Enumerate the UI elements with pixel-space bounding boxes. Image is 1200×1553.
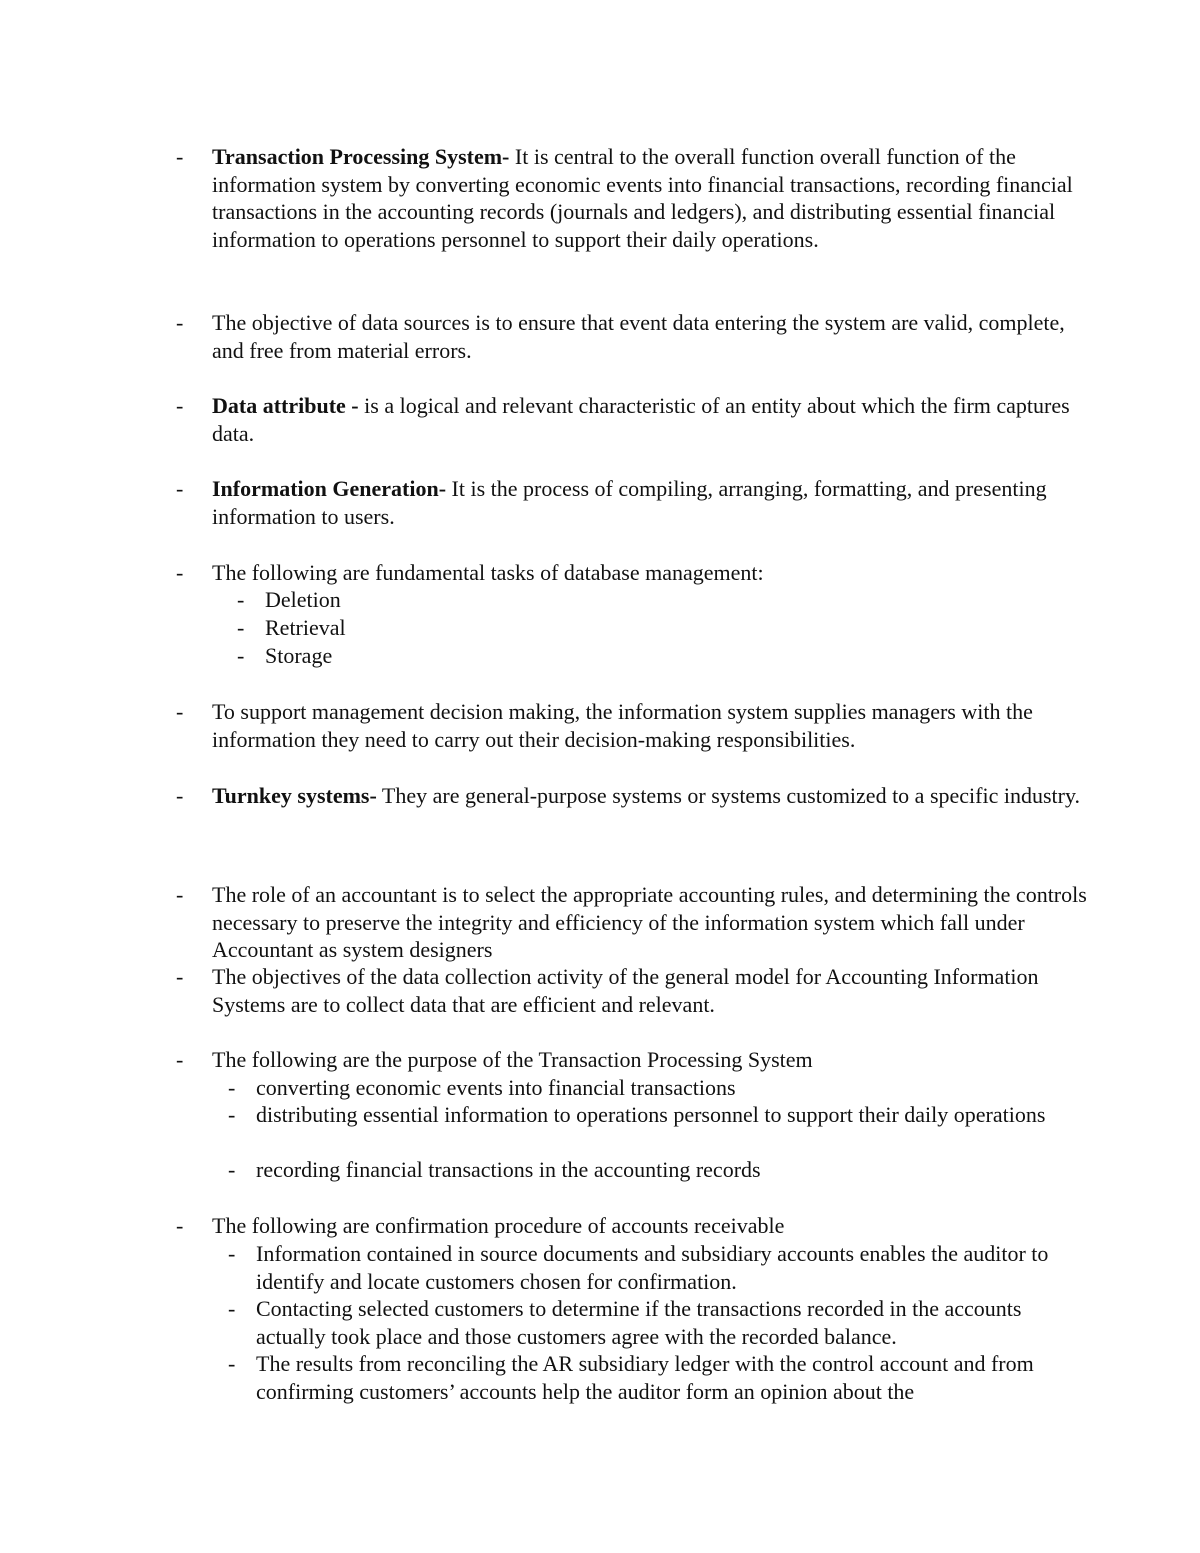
list-item <box>176 475 1092 530</box>
item-text: is a logical and relevant characteristic of an entity about which the firm captures data. <box>212 393 1070 446</box>
sub-list-item <box>228 1156 1086 1184</box>
item-text: They are general-purpose systems or systems customized to a specific industry. <box>376 783 1081 808</box>
list-item <box>176 1212 1092 1240</box>
bullet-dash: - <box>176 310 184 335</box>
sub-list-item <box>228 1101 1086 1129</box>
bullet-dash: - <box>237 587 245 612</box>
bullet-dash: - <box>176 1047 184 1072</box>
db-task-storage: Storage <box>265 643 333 668</box>
bullet-dash: - <box>176 1213 184 1238</box>
list-item <box>176 698 1092 753</box>
term-label: Turnkey systems- <box>212 783 377 808</box>
bullet-dash: - <box>237 615 245 640</box>
bullet-dash: - <box>176 783 184 808</box>
sub-list-item <box>237 642 1095 670</box>
bullet-dash: - <box>176 882 184 907</box>
list-item <box>176 559 1092 587</box>
list-item <box>176 1046 1092 1074</box>
item-text: The following are confirmation procedure of accounts receivable <box>212 1213 785 1238</box>
bullet-dash: - <box>237 643 245 668</box>
item-text: It is central to the overall function overall function of the information system by converting economic events into financial transactions, recording financial transactions in the accounting records (journals and ledgers), and distributing essential financial information to operations personnel to support their daily operations. <box>212 144 1073 252</box>
db-task-retrieval: Retrieval <box>265 615 346 640</box>
bullet-dash: - <box>176 144 184 169</box>
bullet-dash: - <box>228 1157 236 1182</box>
bullet-dash: - <box>228 1102 236 1127</box>
item-text: It is the process of compiling, arranging, formatting, and presenting information to users. <box>212 476 1047 529</box>
item-text: The following are the purpose of the Transaction Processing System <box>212 1047 813 1072</box>
item-text: To support management decision making, the information system supplies managers with the information they need to carry out their decision-making responsibilities. <box>212 699 1033 752</box>
bullet-dash: - <box>228 1296 236 1321</box>
ar-procedure: Contacting selected customers to determine if the transactions recorded in the accounts actually took place and those customers agree with the recorded balance. <box>256 1296 1022 1349</box>
term-label: Information Generation- <box>212 476 447 501</box>
bullet-dash: - <box>176 964 184 989</box>
bullet-dash: - <box>176 393 184 418</box>
list-item <box>176 392 1092 447</box>
sub-list-item <box>228 1240 1086 1295</box>
item-text: The following are fundamental tasks of database management: <box>212 560 764 585</box>
tps-purpose: converting economic events into financial transactions <box>256 1075 736 1100</box>
item-text: The objectives of the data collection activity of the general model for Accounting Information Systems are to collect data that are efficient and relevant. <box>212 964 1039 1017</box>
db-task-deletion: Deletion <box>265 587 341 612</box>
sub-list-item <box>228 1350 1086 1405</box>
ar-procedure: The results from reconciling the AR subsidiary ledger with the control account and from confirming customers’ accounts help the auditor form an opinion about the <box>256 1351 1034 1404</box>
bullet-dash: - <box>228 1351 236 1376</box>
tps-purpose: distributing essential information to operations personnel to support their daily operations <box>256 1102 1046 1127</box>
list-item <box>176 881 1092 964</box>
list-item <box>176 309 1092 364</box>
sub-list-item <box>237 586 1095 614</box>
sub-list-item <box>228 1295 1086 1350</box>
ar-procedure: Information contained in source documents and subsidiary accounts enables the auditor to identify and locate customers chosen for confirmation. <box>256 1241 1049 1294</box>
list-item <box>176 963 1092 1018</box>
item-text: The objective of data sources is to ensure that event data entering the system are valid, complete, and free from material errors. <box>212 310 1065 363</box>
bullet-dash: - <box>176 560 184 585</box>
list-item <box>176 143 1092 253</box>
list-item <box>176 782 1092 810</box>
term-label: Transaction Processing System- <box>212 144 510 169</box>
term-label: Data attribute - <box>212 393 359 418</box>
bullet-dash: - <box>176 476 184 501</box>
bullet-dash: - <box>228 1241 236 1266</box>
sub-list-item <box>237 614 1095 642</box>
bullet-dash: - <box>176 699 184 724</box>
sub-list-item <box>228 1074 1086 1102</box>
bullet-dash: - <box>228 1075 236 1100</box>
tps-purpose: recording financial transactions in the accounting records <box>256 1157 761 1182</box>
item-text: The role of an accountant is to select the appropriate accounting rules, and determining the controls necessary to preserve the integrity and efficiency of the information system which fall under Accountant as system designers <box>212 882 1087 962</box>
